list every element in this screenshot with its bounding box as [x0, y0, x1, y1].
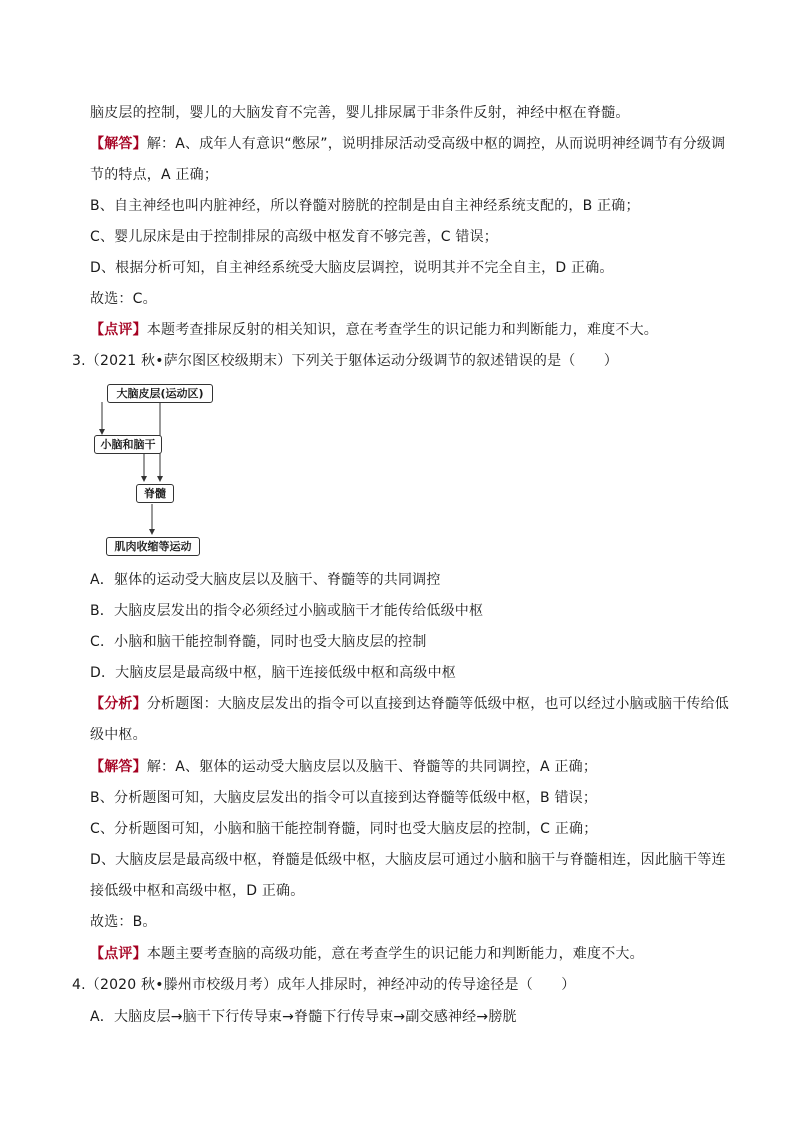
spinal-box: 脊髓	[136, 484, 174, 503]
cortex-box: 大脑皮层(运动区)	[107, 384, 213, 403]
analysis-tag: 【分析】	[90, 696, 147, 712]
option-a: A．大脑皮层→脑干下行传导束→脊髓下行传导束→副交感神经→膀胱	[90, 1009, 517, 1025]
text-line: D、根据分析可知，自主神经系统受大脑皮层调控，说明其并不完全自主，D 正确。	[90, 260, 614, 276]
answer-tag: 【解答】	[90, 759, 147, 775]
option-b: B．大脑皮层发出的指令必须经过小脑或脑干才能传给低级中枢	[90, 603, 484, 619]
choice-line: 故选：B。	[90, 914, 157, 930]
analysis-line	[90, 694, 729, 714]
question-stem: 4.（2020 秋•滕州市校级月考）成年人排尿时，神经冲动的传导途径是（ ）	[72, 977, 576, 993]
text-line: 脑皮层的控制，婴儿的大脑发育不完善，婴儿排尿属于非条件反射，神经中枢在脊髓。	[90, 105, 630, 121]
comment-line	[90, 320, 658, 340]
flow-arrows	[92, 380, 222, 560]
answer-tag: 【解答】	[90, 136, 147, 152]
text-line: B、分析题图可知，大脑皮层发出的指令可以直接到达脊髓等低级中枢，B 错误；	[90, 790, 598, 806]
text-line: 接低级中枢和高级中枢，D 正确。	[90, 883, 305, 899]
comment-text: 本题主要考查脑的高级功能，意在考查学生的识记能力和判断能力，难度不大。	[146, 946, 644, 962]
answer-line	[90, 134, 725, 154]
text-line: C、婴儿尿床是由于控制排尿的高级中枢发育不够完善，C 错误；	[90, 229, 498, 245]
comment-tag: 【点评】	[90, 946, 147, 962]
text-line: B、自主神经也叫内脏神经，所以脊髓对膀胱的控制是由自主神经系统支配的，B 正确；	[90, 198, 640, 214]
text-line: C、分析题图可知，小脑和脑干能控制脊髓，同时也受大脑皮层的控制，C 正确；	[90, 821, 598, 837]
text-line: 级中枢。	[90, 727, 147, 743]
flow-diagram	[92, 380, 222, 560]
answer-text: 解：A、成年人有意识“憋尿”，说明排尿活动受高级中枢的调控，从而说明神经调节有分级调	[146, 136, 726, 152]
comment-line	[90, 944, 644, 964]
comment-text: 本题考查排尿反射的相关知识，意在考查学生的识记能力和判断能力，难度不大。	[146, 322, 659, 338]
cerebellum-box: 小脑和脑干	[94, 435, 162, 454]
analysis-text: 分析题图：大脑皮层发出的指令可以直接到达脊髓等低级中枢，也可以经过小脑或脑干传给低	[146, 696, 730, 712]
option-d: D．大脑皮层是最高级中枢，脑干连接低级中枢和高级中枢	[90, 665, 456, 681]
answer-text: 解：A、躯体的运动受大脑皮层以及脑干、脊髓等的共同调控，A 正确；	[146, 759, 598, 775]
option-a: A．躯体的运动受大脑皮层以及脑干、脊髓等的共同调控	[90, 572, 441, 588]
question-stem: 3.（2021 秋•萨尔图区校级期末）下列关于躯体运动分级调节的叙述错误的是（ ）	[72, 353, 619, 369]
text-line: 节的特点，A 正确；	[90, 167, 219, 183]
answer-line	[90, 757, 597, 777]
muscle-box: 肌肉收缩等运动	[106, 537, 200, 556]
option-c: C．小脑和脑干能控制脊髓，同时也受大脑皮层的控制	[90, 634, 427, 650]
choice-line: 故选：C。	[90, 291, 157, 307]
comment-tag: 【点评】	[90, 322, 147, 338]
text-line: D、大脑皮层是最高级中枢，脊髓是低级中枢，大脑皮层可通过小脑和脑干与脊髓相连，因此脑干等连	[90, 852, 726, 868]
